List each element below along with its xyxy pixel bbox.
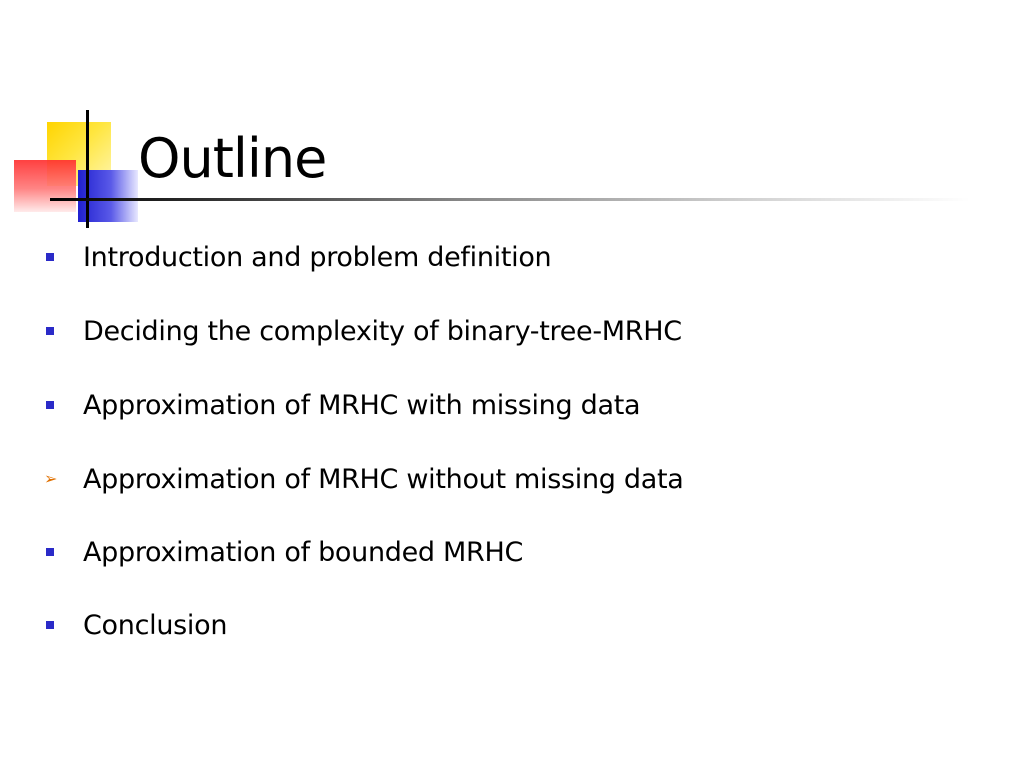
vertical-line-decoration	[86, 110, 89, 228]
bullet-text: Approximation of MRHC with missing data	[83, 390, 641, 421]
decorative-logo	[0, 0, 180, 240]
square-bullet-icon	[46, 327, 54, 335]
square-bullet-icon	[46, 253, 54, 261]
bullet-text: Deciding the complexity of binary-tree-MRHC	[83, 316, 682, 347]
bullet-text: Conclusion	[83, 610, 228, 641]
bullet-item	[0, 533, 1000, 573]
title-underline	[50, 198, 970, 201]
square-bullet-icon	[46, 401, 54, 409]
red-square-decoration	[14, 160, 76, 212]
arrow-bullet-icon: ➢	[44, 469, 58, 488]
bullet-item	[0, 386, 1000, 426]
bullet-item	[0, 606, 1000, 646]
bullet-item	[0, 312, 1000, 352]
bullet-text: Approximation of bounded MRHC	[83, 537, 524, 568]
bullet-text: Introduction and problem definition	[83, 242, 552, 273]
bullet-text: Approximation of MRHC without missing data	[83, 464, 684, 495]
bullet-item	[0, 460, 1000, 500]
square-bullet-icon	[46, 548, 54, 556]
square-bullet-icon	[46, 621, 54, 629]
bullet-item	[0, 238, 1000, 278]
slide-title: Outline	[138, 127, 327, 190]
